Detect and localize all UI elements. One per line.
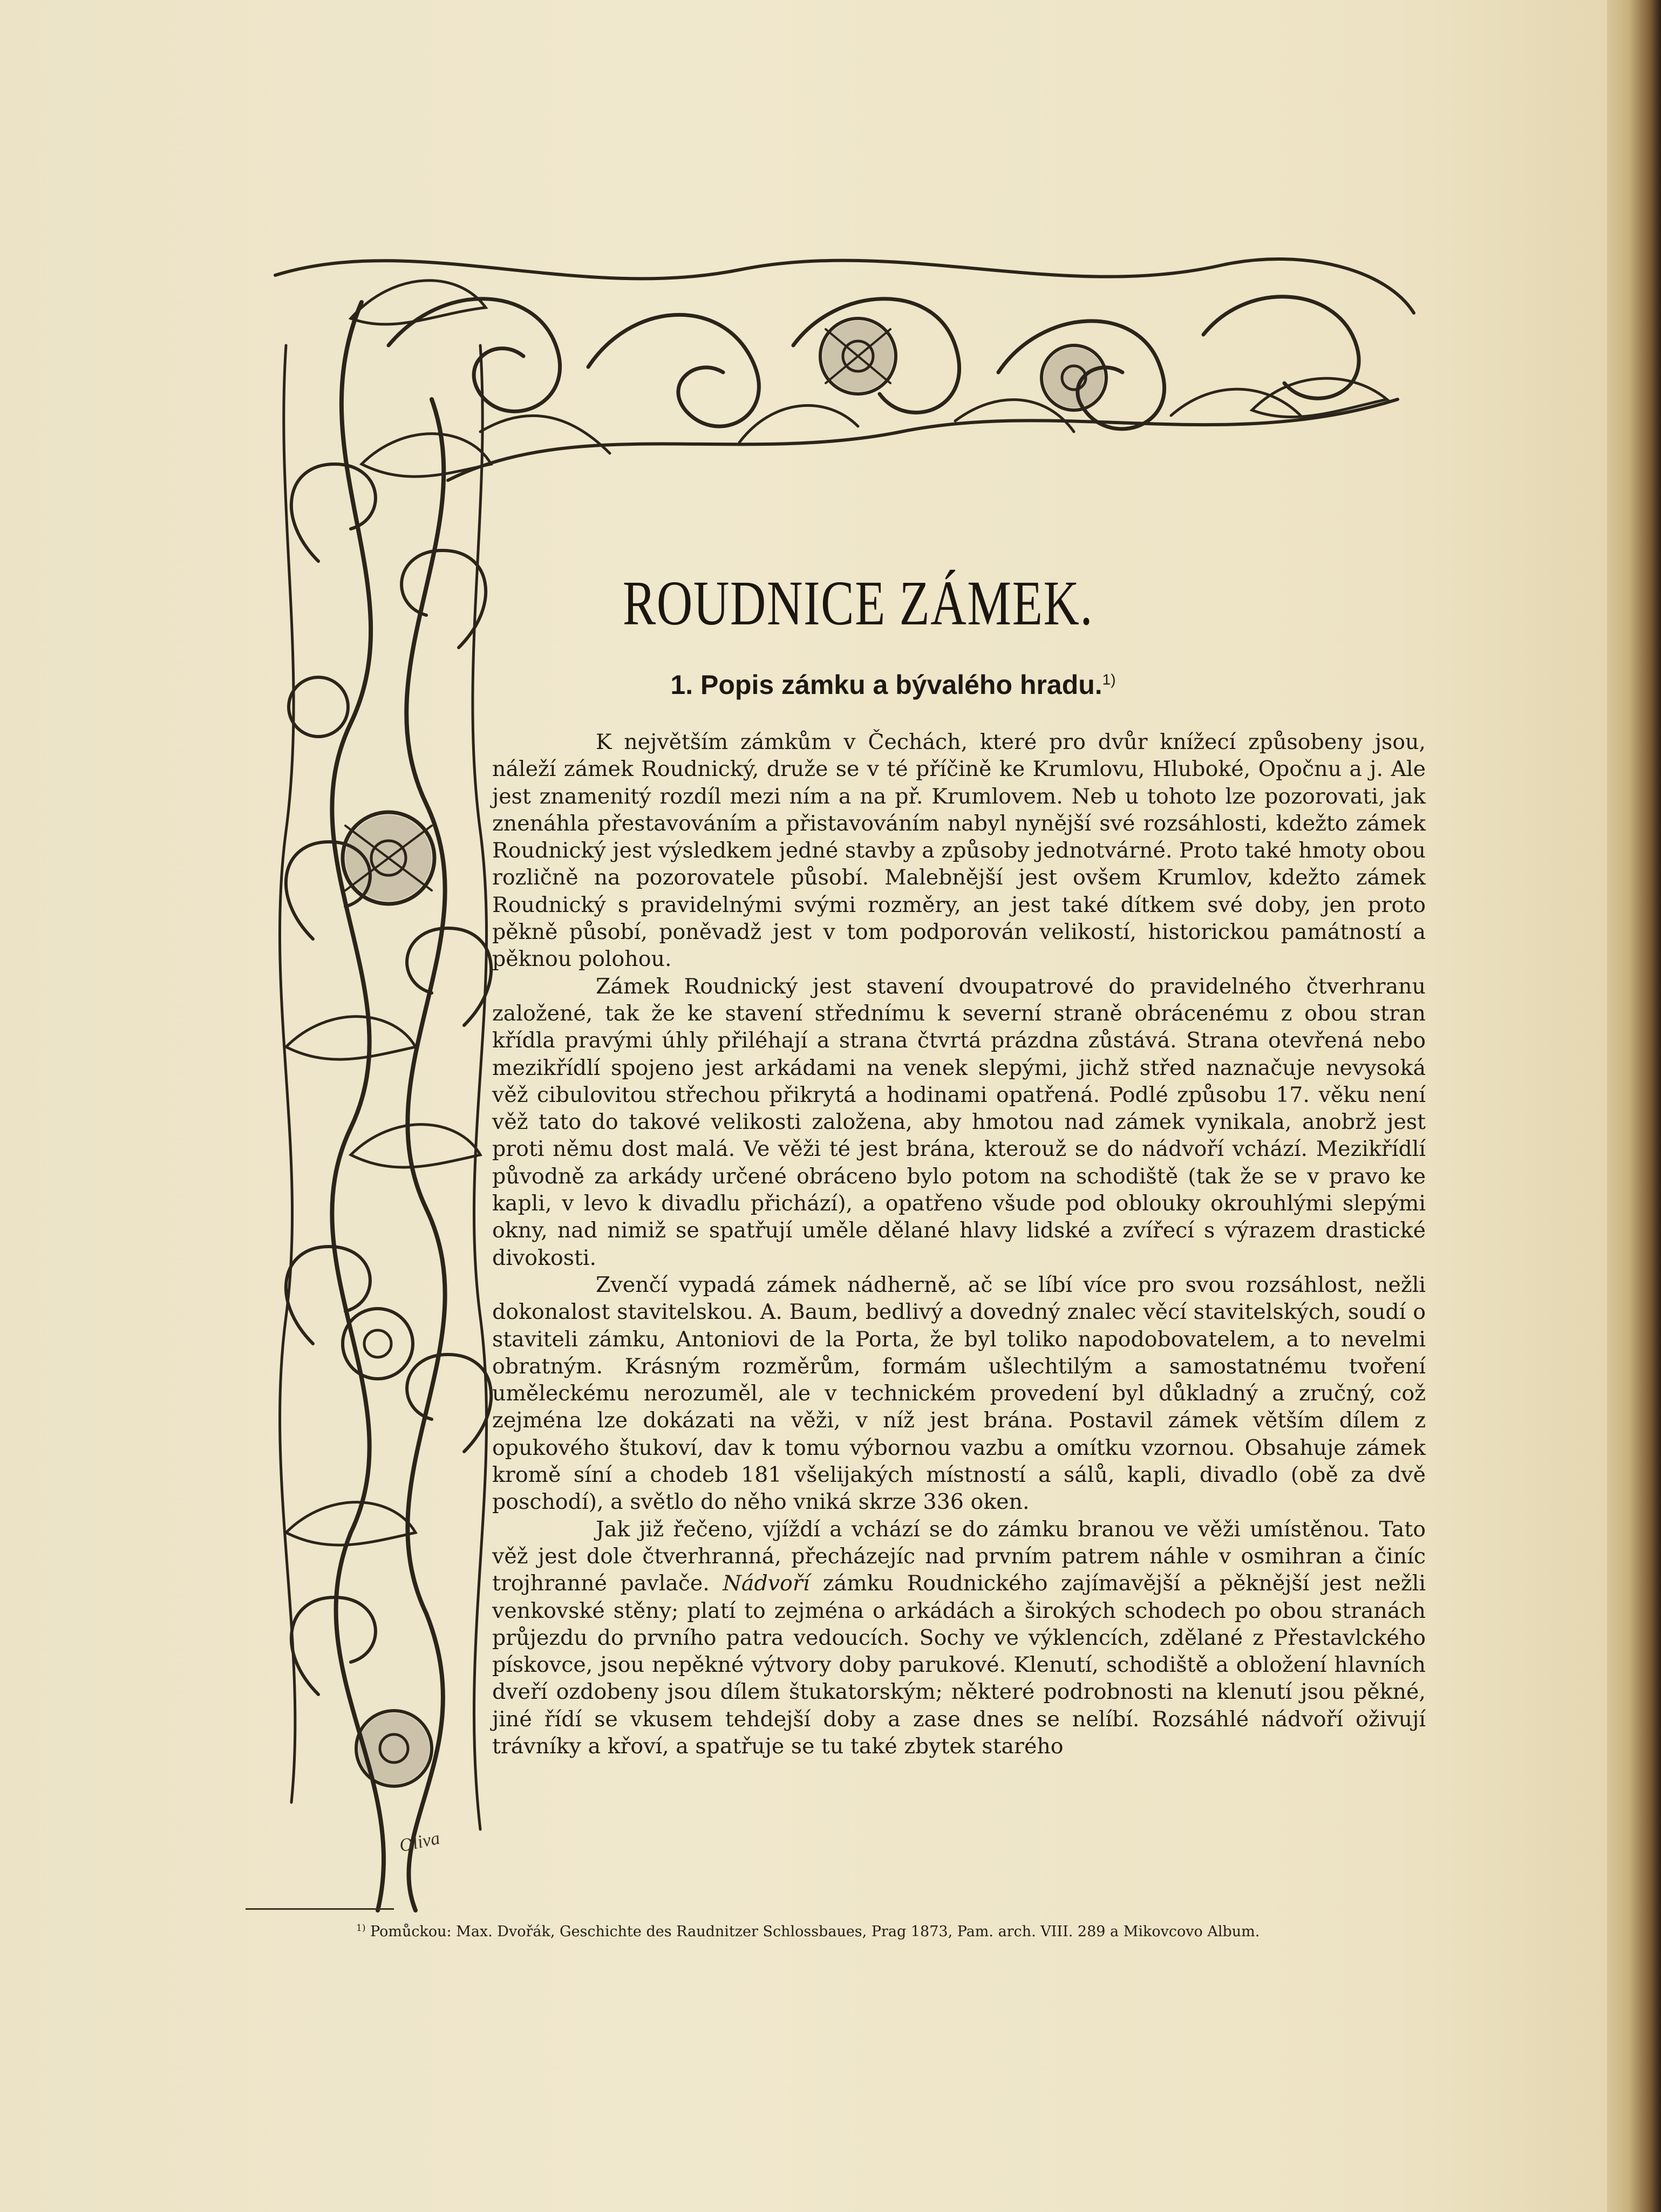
section-heading-text: 1. Popis zámku a bývalého hradu. <box>670 670 1102 700</box>
paragraph-2: Zámek Roudnický jest stavení dvoupatrové do pravidelného čtverhranu založené, tak že ke stavení střednímu k severní straně obrácenému z obou stran křídla pravými úhly přiléhají a strana čtvrtá prázdna zůstává. Strana otevřená nebo mezikřídlí spojeno jest arkádami na venek slepými, jichž střed naznačuje nevysoká věž cibulovitou střechou přikrytá a hodinami opatřená. Podlé způsobu 17. věku není věž tato do takové velikosti založena, aby hmotou nad zámek vynikala, anobrž jest proti němu dost malá. Ve věži té jest brána, kterouž se do nádvoří vchází. Mezikřídlí původně za arkády určené obráceno bylo potom na schodiště (tak že se v pravo ke kapli, v levo k divadlu přichází), a opatřeno všude pod oblouky okrouhlými slepými okny, nad nimiž se spatřují uměle dělané hlavy lidské a zvířecí s výrazem drastické divokosti. <box>492 974 1426 1270</box>
footnote-marker: 1) <box>356 1923 366 1934</box>
paragraph-4-italic-term: Nádvoří <box>723 1571 810 1596</box>
page-title: ROUDNICE ZÁMEK. <box>622 568 1094 638</box>
paragraph-4 <box>492 1516 1426 1760</box>
paragraph-4-start: Jak již řečeno, vjíždí a vchází se do zámku branou ve věži umístěnou. Tato věž jest dole čtverhranná, přecházejíc nad prvním patrem náhle v osmihran a činíc trojhranné pavlače. <box>492 1516 1426 1596</box>
paragraph-4-rest: zámku Roudnického zajímavější a pěknější jest nežli venkovské stěny; platí to zejména o arkádách a širokých schodech po obou stranách průjezdu do prvního patra vedoucích. Sochy ve výklencích, zdělané z Přestavlckého pískovce, jsou nepěkné výtvory doby parukové. Klenutí, schodiště a obložení hlavních dveří ozdobeny jsou dílem štukatorským; některé podrobnosti na klenutí jsou pěkné, jiné řídí se vkusem tehdejší doby a zase dnes se nelíbí. Rozsáhlé nádvoří oživují trávníky a křoví, a spatřuje se tu také zbytek starého <box>492 1571 1426 1759</box>
ornament-signature: Oliva <box>397 1828 442 1856</box>
section-heading-footnote-ref: 1) <box>1102 671 1116 688</box>
paragraph-1: K největším zámkům v Čechách, které pro dvůr knížecí způsobeny jsou, náleží zámek Roudnický, druže se v té příčině ke Krumlovu, Hluboké, Opočnu a j. Ale jest znamenitý rozdíl mezi ním a na př. Krumlovem. Neb u tohoto lze pozorovati, jak znenáhla přestavováním a přistavováním nabyl nynější své rozsáhlosti, kdežto zámek Roudnický jest výsledkem jedné stavby a způsoby jednotvárné. Proto také hmoty obou rozličně na pozorovatele působí. Malebnější jest ovšem Krumlov, kdežto zámek Roudnický s pravidelnými svými rozměry, an jest také dítkem své doby, jen proto pěkně působí, poněvadž jest v tom podporován velikostí, historickou památností a pěknou polohou. <box>492 730 1426 972</box>
section-heading <box>594 669 1193 700</box>
footnote-rule <box>246 1908 394 1910</box>
book-spine-edge <box>1607 0 1661 2212</box>
footnote <box>356 1923 1462 1940</box>
paragraph-3: Zvenčí vypadá zámek nádherně, ač se líbí více pro svou rozsáhlost, nežli dokonalost stavitelskou. A. Baum, bedlivý a dovedný znalec věcí stavitelských, soudí o staviteli zámku, Antoniovi de la Porta, že byl toliko napodobovatelem, a to nevelmi obratným. Krásným rozměrům, formám ušlechtilým a samostatnému tvoření uměleckému nerozuměl, ale v technickém provedení byl důkladný a zručný, což zejména lze dokázati na věži, v níž jest brána. Postavil zámek větším dílem z opukového štukoví, dav k tomu výbornou vazbu a omítku vzornou. Obsahuje zámek kromě síní a chodeb 181 všelijakých místností a sálů, kapli, divadlo (obě za dvě poschodí), a světlo do něho vniká skrze 336 oken. <box>492 1272 1426 1515</box>
body-text <box>492 729 1426 1760</box>
footnote-text: Pomůckou: Max. Dvořák, Geschichte des Raudnitzer Schlossbaues, Prag 1873, Pam. arch. VIII. 289 a Mikovcovo Album. <box>370 1923 1260 1940</box>
